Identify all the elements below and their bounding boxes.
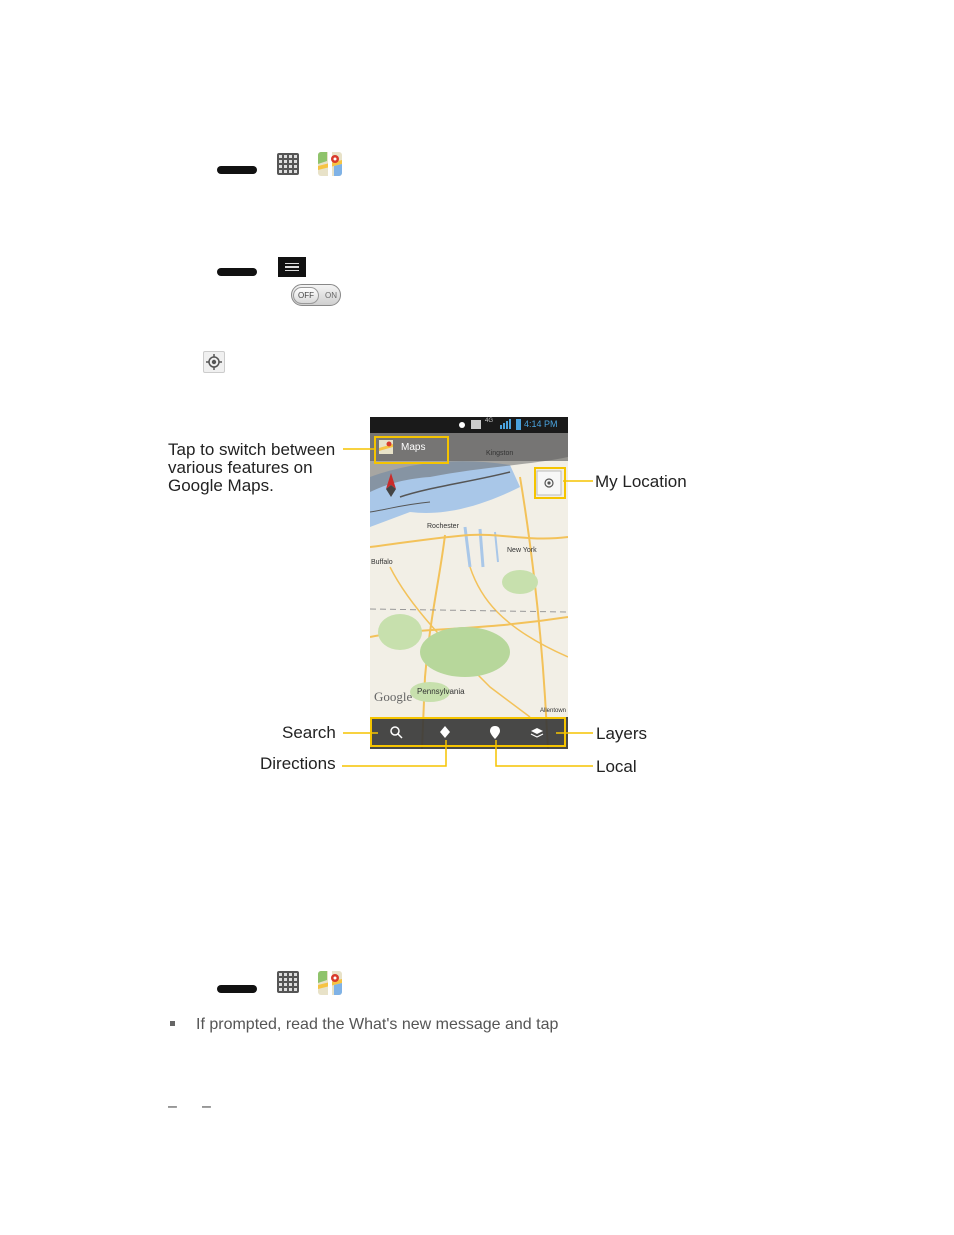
map-label-rochester: Rochester (427, 523, 459, 530)
app-title: Maps (401, 442, 426, 453)
callout-search: Search (282, 723, 336, 742)
map-label-buffalo: Buffalo (371, 559, 393, 566)
whats-new-instruction: If prompted, read the What's new message and tap (196, 1016, 559, 1033)
status-time: 4:14 PM (524, 419, 558, 429)
google-logo: Google (374, 689, 413, 704)
dash-1: – (168, 1098, 177, 1115)
dash-2: – (202, 1098, 211, 1115)
apps-icon (277, 971, 299, 993)
home-key-icon (217, 985, 257, 993)
network-label: 4G (485, 418, 494, 424)
callout-layers: Layers (596, 724, 648, 743)
maps-app-icon (318, 971, 342, 995)
gps-toggle-switch[interactable]: OFF ON (291, 284, 341, 306)
map-label-pennsylvania: Pennsylvania (417, 687, 465, 696)
callout-tap-switch: Tap to switch between various features on Google Maps. (168, 440, 336, 495)
map-label-kingston: Kingston (486, 450, 514, 457)
callout-directions: Directions (260, 754, 336, 773)
callout-local: Local (596, 757, 637, 776)
map-label-allentown: Allentown (540, 708, 567, 714)
map-label-new-york: New York (507, 547, 537, 554)
callout-my-location: My Location (595, 472, 687, 491)
bullet-marker (170, 1021, 175, 1026)
